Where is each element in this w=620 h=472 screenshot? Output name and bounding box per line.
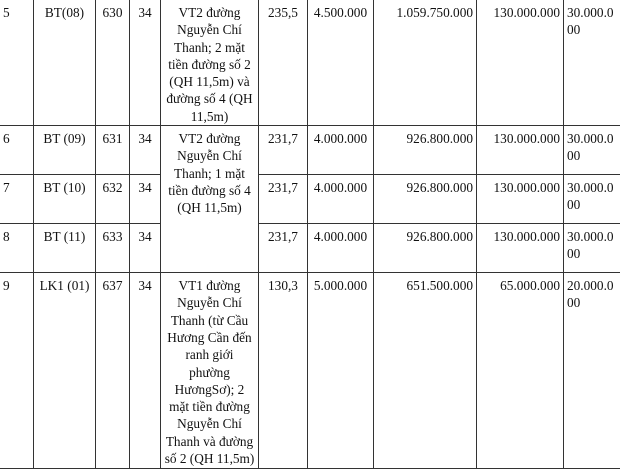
parcel-number: 637 [96, 273, 130, 469]
deposit: 130.000.000 [477, 126, 564, 175]
fee: 30.000.000 [564, 0, 620, 126]
parcel-number: 632 [96, 175, 130, 224]
unit-price: 4.000.000 [308, 126, 374, 175]
row-number: 5 [0, 0, 34, 126]
map-sheet: 34 [130, 126, 161, 175]
area: 235,5 [259, 0, 308, 126]
map-sheet: 34 [130, 224, 161, 273]
lot-code: LK1 (01) [34, 273, 96, 469]
fee: 20.000.000 [564, 273, 620, 469]
lot-code: BT(08) [34, 0, 96, 126]
lot-code: BT (11) [34, 224, 96, 273]
total-value: 926.800.000 [374, 126, 477, 175]
fee: 30.000.000 [564, 224, 620, 273]
total-value: 1.059.750.000 [374, 0, 477, 126]
fee: 30.000.000 [564, 175, 620, 224]
area: 231,7 [259, 175, 308, 224]
table-row [0, 175, 620, 224]
area: 130,3 [259, 273, 308, 469]
total-value: 651.500.000 [374, 273, 477, 469]
row-number: 9 [0, 273, 34, 469]
unit-price: 4.000.000 [308, 224, 374, 273]
row-number: 7 [0, 175, 34, 224]
lot-code: BT (10) [34, 175, 96, 224]
row-number: 6 [0, 126, 34, 175]
deposit: 130.000.000 [477, 224, 564, 273]
table-row [0, 126, 620, 175]
unit-price: 5.000.000 [308, 273, 374, 469]
deposit: 130.000.000 [477, 175, 564, 224]
area: 231,7 [259, 224, 308, 273]
lot-code: BT (09) [34, 126, 96, 175]
location-description: VT2 đường Nguyễn Chí Thanh; 2 mặt tiền đường số 2 (QH 11,5m) và đường số 4 (QH 11,5m) [161, 0, 259, 126]
map-sheet: 34 [130, 0, 161, 126]
map-sheet: 34 [130, 273, 161, 469]
table-row [0, 273, 620, 469]
total-value: 926.800.000 [374, 224, 477, 273]
total-value: 926.800.000 [374, 175, 477, 224]
unit-price: 4.000.000 [308, 175, 374, 224]
deposit: 65.000.000 [477, 273, 564, 469]
unit-price: 4.500.000 [308, 0, 374, 126]
parcel-number: 631 [96, 126, 130, 175]
area: 231,7 [259, 126, 308, 175]
parcel-number: 633 [96, 224, 130, 273]
row-number: 8 [0, 224, 34, 273]
location-description: VT1 đường Nguyễn Chí Thanh (từ Cầu Hương Cần đến ranh giới phường HươngSơ); 2 mặt tiền đường Nguyễn Chí Thanh và đường số 2 (QH 11,5m) [161, 273, 259, 469]
location-description: VT2 đường Nguyễn Chí Thanh; 1 mặt tiền đường số 4 (QH 11,5m) [161, 126, 259, 273]
table-row [0, 224, 620, 273]
deposit: 130.000.000 [477, 0, 564, 126]
map-sheet: 34 [130, 175, 161, 224]
fee: 30.000.000 [564, 126, 620, 175]
parcel-number: 630 [96, 0, 130, 126]
table-row [0, 0, 620, 126]
